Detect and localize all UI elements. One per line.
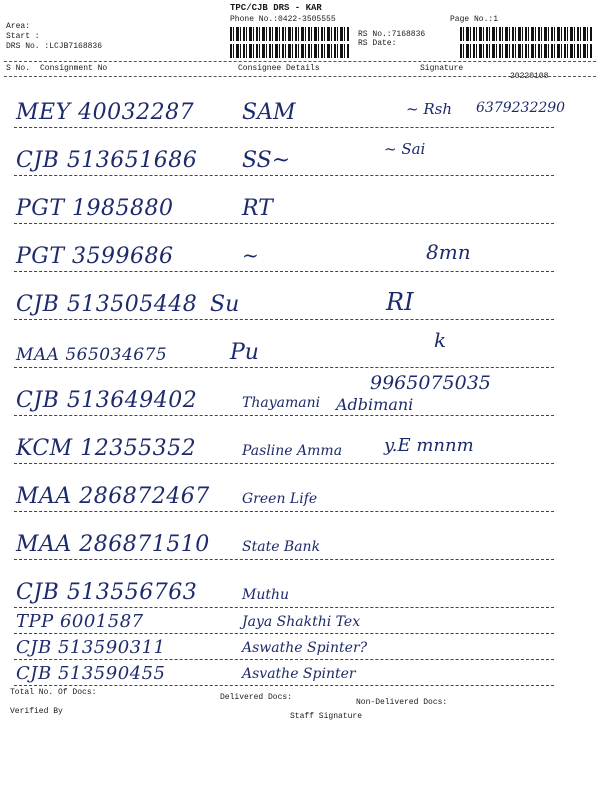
consignee-name: Asvathe Spinter — [242, 666, 356, 682]
consignment-number: TPP 6001587 — [16, 611, 144, 632]
row-divider — [14, 685, 554, 686]
consignment-number: CJB 513590455 — [16, 663, 166, 684]
consignee-name: SS~ — [242, 148, 291, 173]
date-stamp: 20220108 — [510, 72, 549, 81]
consignee-name: Jaya Shakthi Tex — [242, 614, 361, 630]
consignee-name: Aswathe Spinter? — [242, 640, 368, 656]
rs-date: RS Date: — [358, 39, 397, 48]
drs-number: DRS No. :LCJB7168836 — [6, 42, 103, 51]
list-item — [14, 512, 554, 560]
barcode-right-2 — [460, 44, 592, 58]
list-item — [14, 272, 554, 320]
consignment-number: MAA 565034675 — [16, 345, 168, 365]
column-signature: Signature — [420, 64, 464, 73]
consignment-number: MAA 286872467 — [16, 484, 210, 509]
start-label: Start : — [6, 32, 40, 41]
recipient-signature: ~ Rsh — [406, 100, 452, 118]
consignment-number: CJB 513590311 — [16, 637, 166, 658]
consignment-number: CJB 513651686 — [16, 148, 198, 173]
consignment-number: PGT 1985880 — [16, 196, 174, 221]
consignment-number: PGT 3599686 — [16, 244, 174, 269]
list-item — [14, 80, 566, 128]
non-delivered-docs-label: Non-Delivered Docs: — [356, 698, 448, 707]
list-item — [14, 224, 554, 272]
recipient-signature: y.E mnnm — [384, 435, 474, 456]
consignee-name: Thayamani — [242, 395, 321, 411]
consignment-number: KCM 12355352 — [16, 436, 197, 461]
list-item — [14, 634, 554, 660]
list-item — [14, 416, 554, 464]
list-item — [14, 608, 554, 634]
consignment-number: MAA 286871510 — [16, 532, 210, 557]
barcode-left — [230, 27, 350, 41]
consignee-name: Pu — [230, 340, 259, 365]
consignee-name: Green Life — [242, 491, 318, 507]
page-number: Page No.:1 — [450, 15, 499, 24]
consignee-name: State Bank — [242, 539, 321, 555]
barcode-right — [460, 27, 592, 41]
consignment-number: CJB 513505448 — [16, 292, 198, 317]
recipient-signature: RI — [386, 288, 414, 316]
column-sno: S No. — [6, 64, 31, 73]
header-rule-2 — [4, 76, 596, 77]
consignment-number: CJB 513556763 — [16, 580, 198, 605]
column-consignee: Consignee Details — [238, 64, 320, 73]
recipient-signature: ~ Sai — [384, 140, 426, 158]
recipient-signature: Adbimani — [336, 395, 414, 414]
list-item — [14, 320, 554, 368]
list-item — [14, 464, 554, 512]
barcode-left-2 — [230, 44, 350, 58]
column-consignment: Consignment No — [40, 64, 108, 73]
consignment-number: MEY 40032287 — [16, 100, 195, 125]
list-item — [14, 368, 554, 416]
consignment-number: CJB 513649402 — [16, 388, 198, 413]
list-item — [14, 128, 554, 176]
recipient-phone: 6379232290 — [476, 100, 566, 116]
recipient-phone: 9965075035 — [370, 372, 491, 394]
recipient-signature: k — [434, 328, 447, 352]
list-item — [14, 660, 554, 686]
consignee-name: SAM — [242, 100, 296, 125]
header-rule — [4, 61, 596, 62]
document-title: TPC/CJB DRS - KAR — [230, 3, 322, 13]
consignee-name: Pasline Amma — [242, 443, 343, 459]
list-item — [14, 176, 554, 224]
area-label: Area: — [6, 22, 31, 31]
recipient-signature: 8mn — [426, 240, 471, 264]
staff-signature-label: Staff Signature — [290, 712, 363, 721]
delivered-docs-label: Delivered Docs: — [220, 693, 293, 702]
consignee-name: Muthu — [242, 587, 290, 603]
verified-by-label: Verified By — [10, 707, 63, 716]
list-item — [14, 560, 554, 608]
total-docs-label: Total No. Of Docs: — [10, 688, 97, 697]
consignee-name: Su — [210, 292, 240, 317]
consignee-name: RT — [242, 196, 273, 221]
rs-number: RS No.:7168836 — [358, 30, 426, 39]
phone-number: Phone No.:0422-3505555 — [230, 15, 336, 24]
consignee-name: ~ — [242, 243, 259, 267]
